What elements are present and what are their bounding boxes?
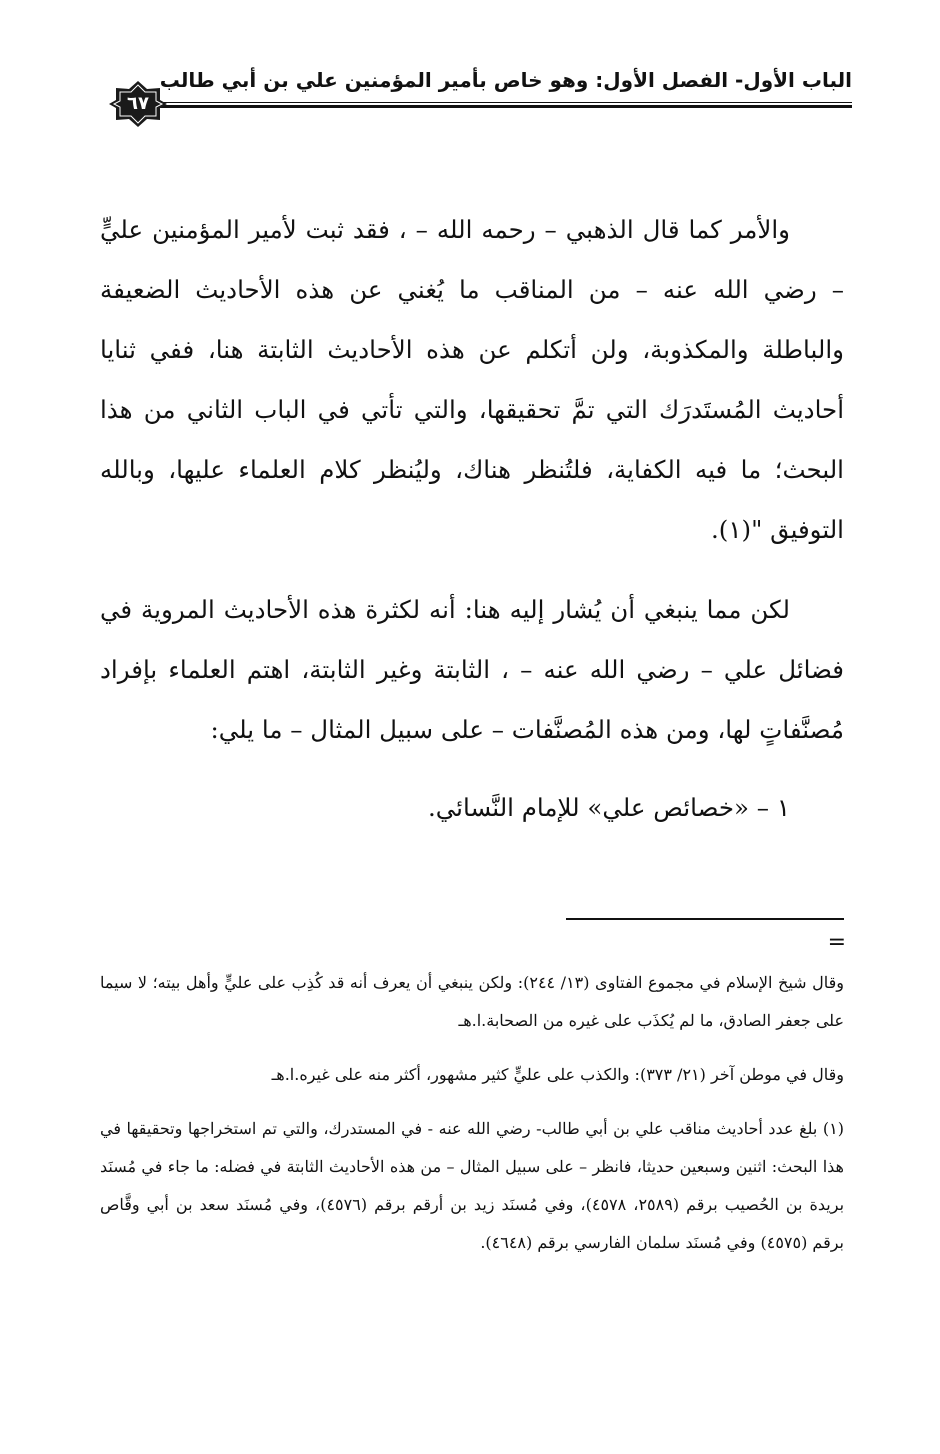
- footnote-separator: [566, 918, 844, 920]
- list-item: ١ – «خصائص علي» للإمام النَّسائي.: [427, 793, 790, 822]
- footnote: وقال في موطن آخر (٢١/ ٣٧٣): والكذب على عليٍّ كثير مشهور، أكثر منه على غيره.ا.هـ: [271, 1065, 844, 1084]
- page-number-badge: [108, 80, 168, 128]
- body-paragraph: لكن مما ينبغي أن يُشار إليه هنا: أنه لكثرة هذه الأحاديث المروية في فضائل علي – رضي الله عنه – ، الثابتة وغير الثابتة، اهتم العلماء بإفراد مُصنَّفاتٍ لها، ومن هذه المُصنَّفات – على سبيل المثال – ما يلي:: [100, 595, 844, 744]
- footnote-continuation-mark: =: [827, 930, 846, 955]
- main-text: [100, 200, 844, 838]
- footnote: وقال شيخ الإسلام في مجموع الفتاوى (١٣/ ٢٤٤): ولكن ينبغي أن يعرف أنه قد كُذِب على عليٍّ وأهل بيته؛ لا سيما على جعفر الصادق، ما لم يُكذَب على غيره من الصحابة.ا.هـ: [100, 973, 845, 1030]
- page-number: ٦٧: [127, 93, 149, 114]
- header-title: الباب الأول- الفصل الأول: وهو خاص بأمير المؤمنين علي بن أبي طالب: [159, 68, 852, 92]
- footnote: (١) بلغ عدد أحاديث مناقب علي بن أبي طالب- رضي الله عنه - في المستدرك، والتي تم استخراجها وتحقيقها في هذا البحث: اثنين وسبعين حديثا، فانظر – على سبيل المثال – من هذه الأحاديث الثابتة في فضله: ما جاء في مُسنَد بريدة بن الحُصيب برقم (٢٥٨٩، ٤٥٧٨)، وفي مُسنَد زيد بن أرقم برقم (٤٥٧٦)، وفي مُسنَد سعد بن أبي وقَّاص برقم (٤٥٧٥) وفي مُسنَد سلمان الفارسي برقم (٤٦٤٨).: [100, 1119, 845, 1252]
- header-rule: [152, 102, 852, 108]
- footnotes: [100, 964, 844, 1262]
- body-paragraph: والأمر كما قال الذهبي – رحمه الله – ، فقد ثبت لأمير المؤمنين عليٍّ – رضي الله عنه – من المناقب ما يُغني عن هذه الأحاديث الضعيفة والباطلة والمكذوبة، ولن أتكلم عن هذه الأحاديث الثابتة هنا، ففي ثنايا أحاديث المُستَدرَك التي تمَّ تحقيقها، والتي تأتي في الباب الثاني من هذا البحث؛ ما فيه الكفاية، فلتُنظر هناك، وليُنظر كلام العلماء عليها، وبالله التوفيق "(١).: [100, 215, 844, 544]
- running-header: [108, 62, 852, 122]
